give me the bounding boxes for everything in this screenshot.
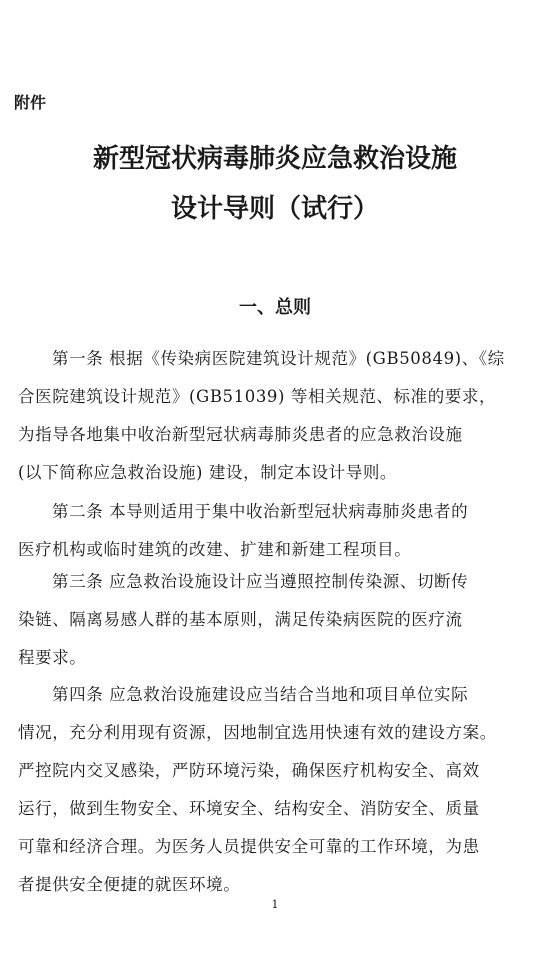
page-number: 1: [271, 898, 279, 911]
article-4-line-3: 严控院内交叉感染，严防环境污染，确保医疗机构安全、高效: [18, 761, 480, 780]
article-3: [18, 563, 532, 677]
article-4-line-2: 情况，充分利用现有资源，因地制宜选用快速有效的建设方案。: [18, 723, 497, 742]
article-3-line-1: 第三条 应急救治设施设计应当遵照控制传染源、切断传: [52, 572, 469, 591]
article-4: [18, 676, 532, 904]
article-4-line-5: 可靠和经济合理。为医务人员提供安全可靠的工作环境，为患: [18, 837, 480, 856]
article-2-line-2: 医疗机构或临时建筑的改建、扩建和新建工程项目。: [18, 540, 412, 559]
article-1-line-4: (以下简称应急救治设施) 建设，制定本设计导则。: [18, 463, 398, 482]
attachment-label: 附件: [14, 93, 47, 112]
document-title-line-2: 设计导则（试行）: [170, 194, 379, 224]
document-title-line-1: 新型冠状病毒肺炎应急救治设施: [92, 144, 457, 174]
article-3-line-2: 染链、隔离易感人群的基本原则，满足传染病医院的医疗流: [18, 610, 463, 629]
article-4-line-6: 者提供安全便捷的就医环境。: [18, 875, 241, 894]
article-4-line-4: 运行，做到生物安全、环境安全、结构安全、消防安全、质量: [18, 799, 480, 818]
article-2: [18, 493, 532, 569]
section-heading: 一、总则: [239, 297, 311, 318]
article-4-line-1: 第四条 应急救治设施建设应当结合当地和项目单位实际: [52, 685, 469, 704]
article-1-line-2: 合医院建筑设计规范》(GB51039) 等相关规范、标准的要求，: [18, 387, 497, 406]
article-1-line-1: 第一条 根据《传染病医院建筑设计规范》(GB50849)、《综: [52, 349, 505, 368]
article-1: [18, 340, 532, 492]
article-1-line-3: 为指导各地集中收治新型冠状病毒肺炎患者的应急救治设施: [18, 425, 463, 444]
article-2-line-1: 第二条 本导则适用于集中收治新型冠状病毒肺炎患者的: [52, 502, 469, 521]
article-3-line-3: 程要求。: [18, 648, 87, 667]
